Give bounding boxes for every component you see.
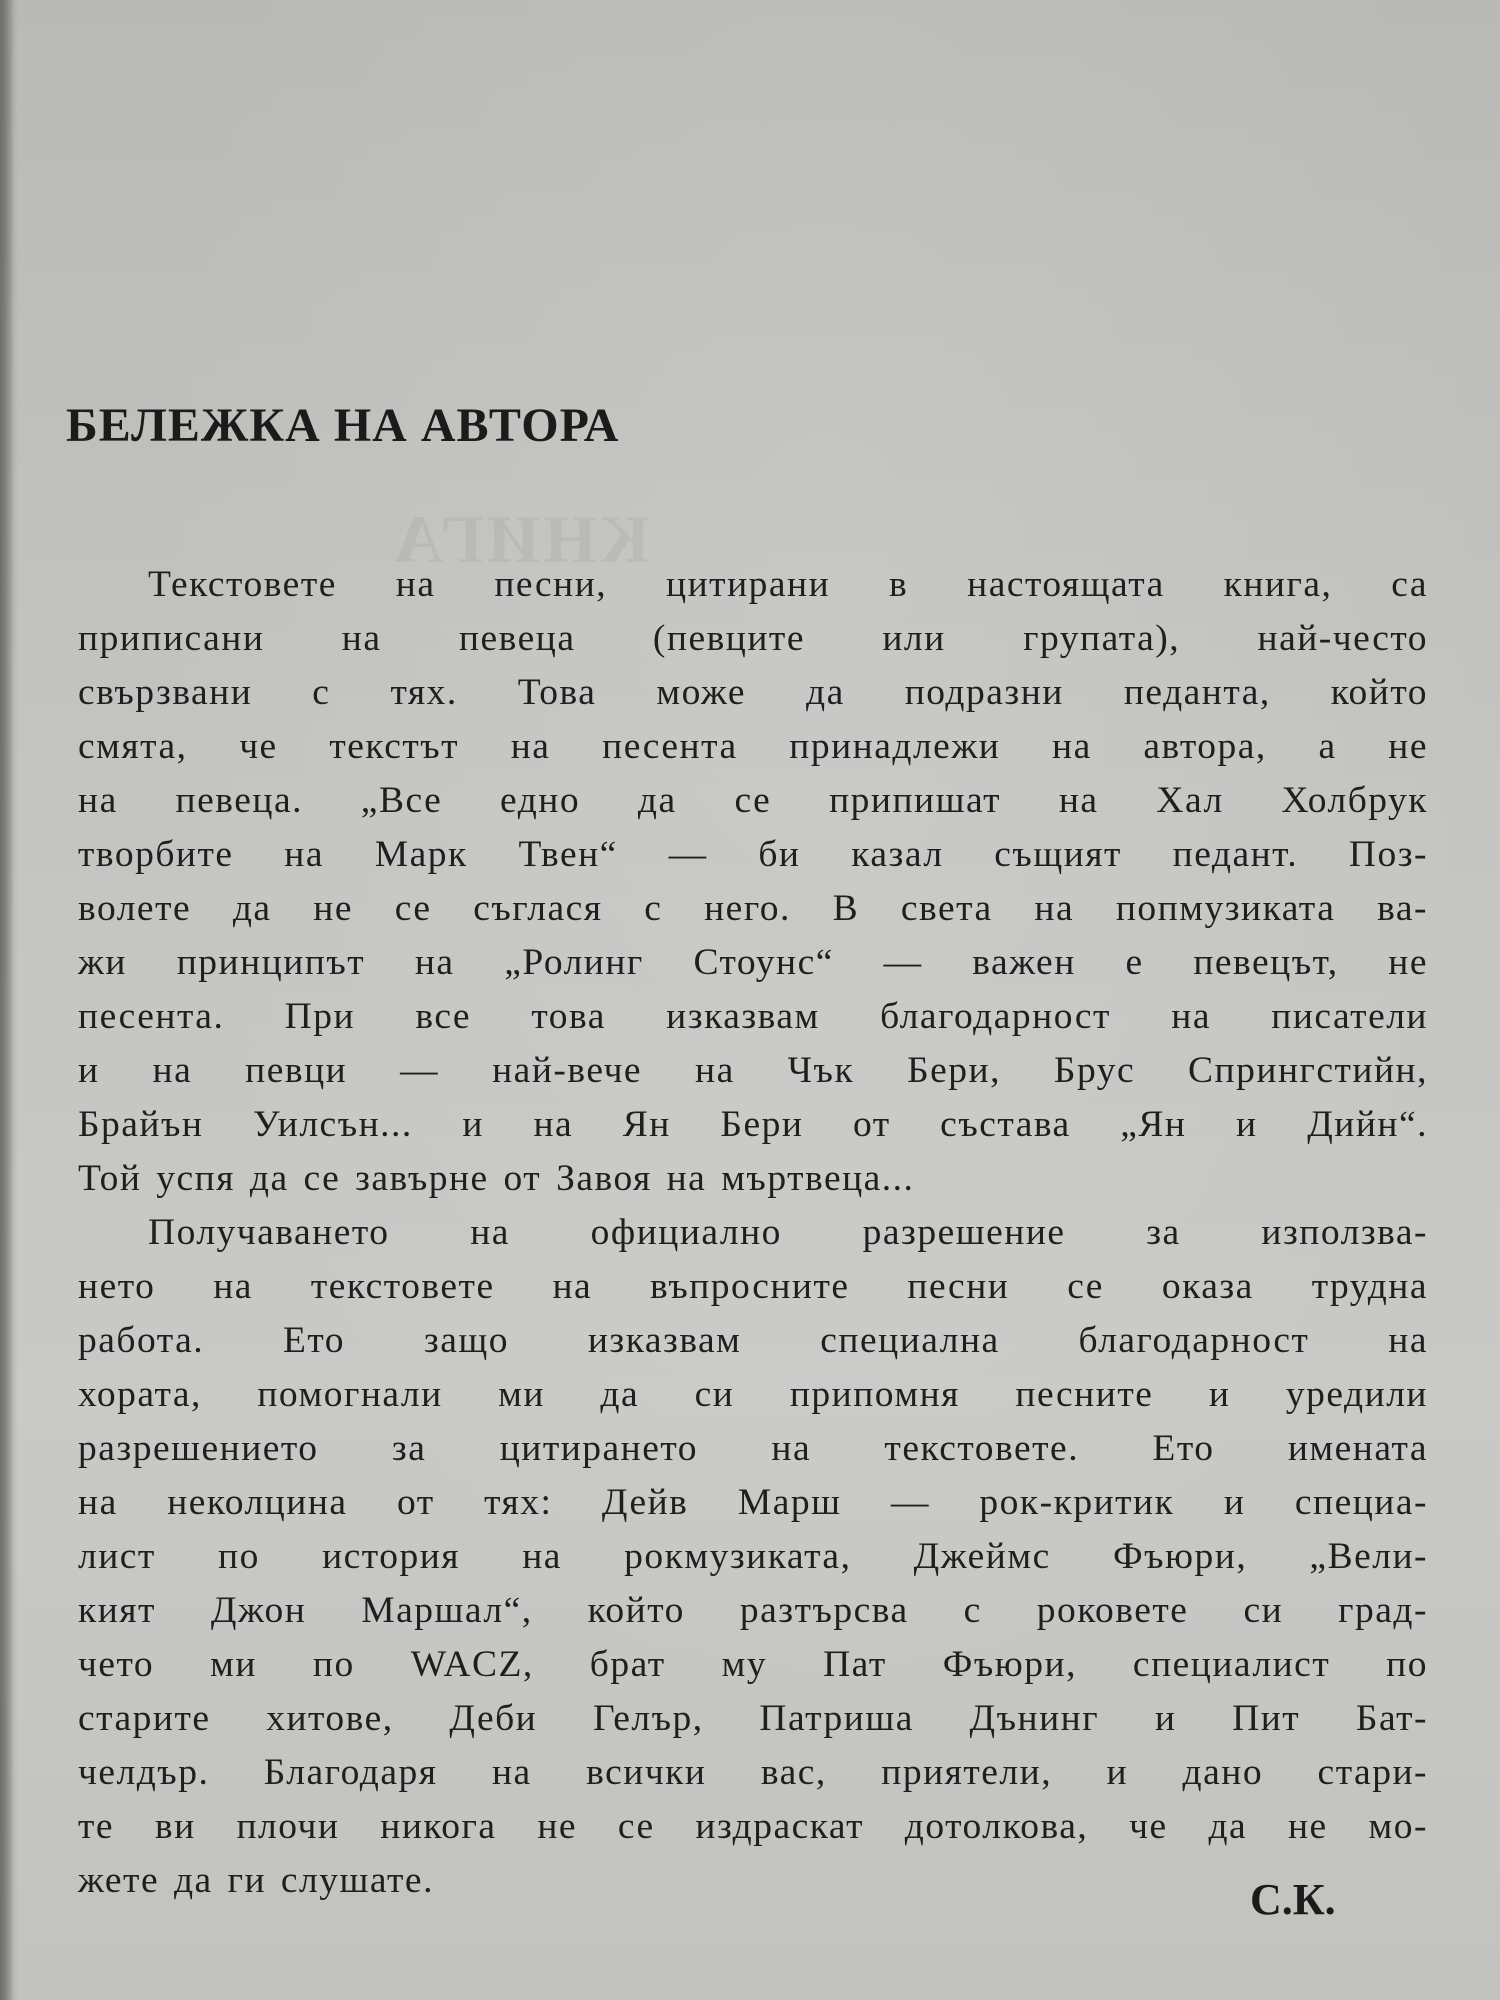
show-through-text: КНИГА <box>390 501 651 577</box>
text-line: песента. При все това изказвам благодарност на писатели <box>78 996 1428 1037</box>
paragraph-2 <box>78 1206 1428 1908</box>
page-gutter-shadow <box>0 0 14 2000</box>
text-line: на неколцина от тях: Дейв Марш — рок-критик и специа- <box>78 1482 1428 1523</box>
text-line: творбите на Марк Твен“ — би казал същият педант. Поз- <box>78 834 1428 875</box>
text-line: Текстовете на песни, цитирани в настоящата книга, са <box>148 564 1428 605</box>
text-line: челдър. Благодаря на всички вас, приятели, и дано стари- <box>78 1752 1428 1793</box>
text-line: Брайън Уилсън... и на Ян Бери от състава „Ян и Дийн“. <box>78 1104 1428 1145</box>
text-line: и на певци — най-вече на Чък Бери, Брус Спрингстийн, <box>78 1050 1428 1091</box>
text-line: кият Джон Маршал“, който разтърсва с роковете си град- <box>78 1590 1428 1631</box>
text-line: свързвани с тях. Това може да подразни педанта, който <box>78 672 1428 713</box>
text-line: чето ми по WACZ, брат му Пат Фъюри, специалист по <box>78 1644 1428 1685</box>
text-line: нето на текстовете на въпросните песни се оказа трудна <box>78 1266 1428 1307</box>
text-line: те ви плочи никога не се издраскат дотолкова, че да не мо- <box>78 1806 1428 1847</box>
page-title: БЕЛЕЖКА НА АВТОРА <box>66 399 620 452</box>
text-line: лист по история на рокмузиката, Джеймс Фъюри, „Вели- <box>78 1536 1428 1577</box>
paragraph-1 <box>78 558 1428 1206</box>
text-line: приписани на певеца (певците или групата), най-често <box>78 618 1428 659</box>
body-text <box>78 558 1428 1908</box>
author-signature: С.К. <box>1250 1875 1336 1924</box>
text-line: разрешението за цитирането на текстовете. Ето имената <box>78 1428 1428 1469</box>
text-line: хората, помогнали ми да си припомня песните и уредили <box>78 1374 1428 1415</box>
text-line: работа. Ето защо изказвам специална благодарност на <box>78 1320 1428 1361</box>
text-line: волете да не се съглася с него. В света на попмузиката ва- <box>78 888 1428 929</box>
text-line: старите хитове, Деби Гелър, Патриша Дънинг и Пит Бат- <box>78 1698 1428 1739</box>
text-line: жи принципът на „Ролинг Стоунс“ — важен е певецът, не <box>78 942 1428 983</box>
text-line: смята, че текстът на песента принадлежи на автора, а не <box>78 726 1428 767</box>
text-line: на певеца. „Все едно да се припишат на Хал Холбрук <box>78 780 1428 821</box>
text-line: жете да ги слушате. <box>78 1860 434 1901</box>
text-line: Получаването на официално разрешение за използва- <box>148 1212 1428 1253</box>
text-line: Той успя да се завърне от Завоя на мъртвеца... <box>78 1158 915 1199</box>
